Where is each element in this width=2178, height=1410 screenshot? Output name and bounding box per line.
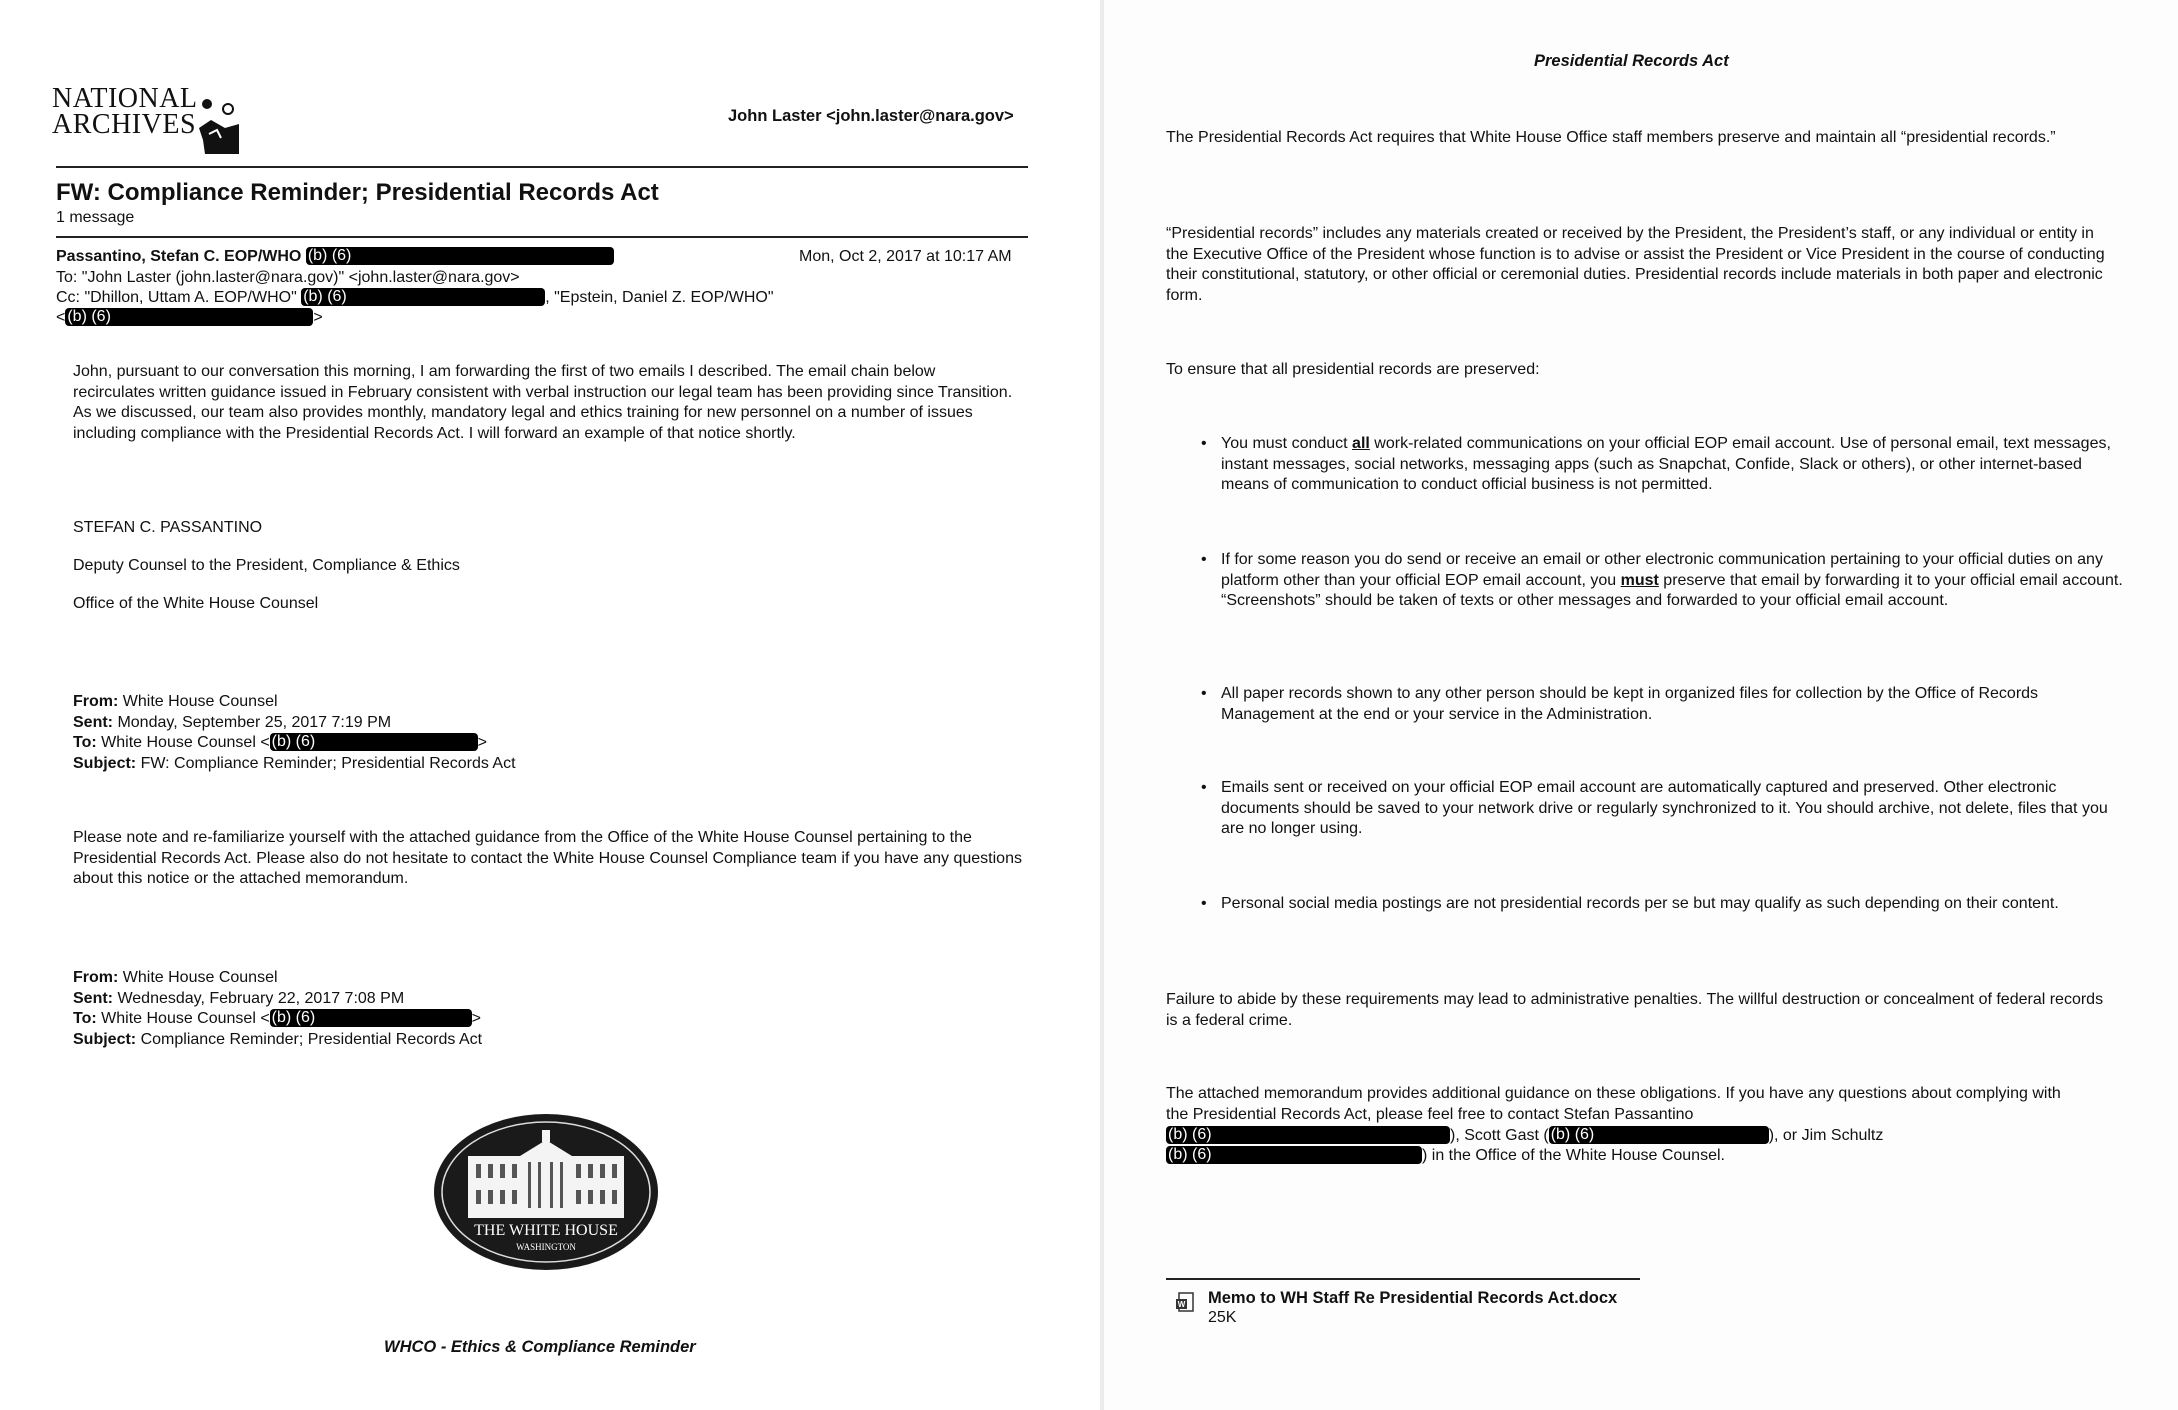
memo-paragraph-2: “Presidential records” includes any materials created or received by the President, the President’s staff, or any individual or entity in the Executive Office of the President whose function is to advise or assist the President or Vice President in the course of conducting their constitutional, statutory, or other official or ceremonial duties. Presidential records include materials in both paper and electronic form. [1166,225,2105,304]
bullet-text: Personal social media postings are not presidential records per se but may qualify as such depending on their content. [1221,895,2059,912]
bullet-text: Emails sent or received on your official EOP email account are automatically captured and preserved. Other electronic documents should be saved to your network drive or regularly synchronized to it. You should archive, not delete, files that you are no longer using. [1221,779,2108,837]
bullet-2 [1201,550,2133,612]
from-value: White House Counsel [122,969,278,986]
from-label: From: [73,969,119,986]
logo-line-2: ARCHIVES [52,109,197,140]
contact-text: ), Scott Gast ( [1450,1127,1549,1144]
cc-line-2 [56,308,323,329]
contact-text: ) in the Office of the White House Counsel. [1422,1147,1725,1164]
bullet-dot-icon: • [1201,435,1207,452]
contact-text: ), or Jim Schultz [1768,1127,1884,1144]
contact-line-1 [1166,1126,1883,1147]
to-line: To: "John Laster (john.laster@nara.gov)" <john.laster@nara.gov> [56,269,520,286]
sent-value: Wednesday, February 22, 2017 7:08 PM [117,989,405,1007]
seal-text: THE WHITE HOUSE [474,1222,618,1239]
bullet-dot-icon: • [1201,779,1207,796]
to-value: White House Counsel < [101,1010,270,1027]
redaction-box: (b) (6) [1549,1126,1769,1144]
bullet-5 [1201,894,2101,915]
attachment-name[interactable]: Memo to WH Staff Re Presidential Records Act.docx [1208,1289,1618,1307]
memo-paragraph-1: The Presidential Records Act requires that White House Office staff members preserve and maintain all “presidential records.” [1166,129,2056,146]
bracket: < [56,309,66,326]
email-subject: FW: Compliance Reminder; Presidential Records Act [56,179,659,206]
bullet-text: work-related communications on your official EOP email account. Use of personal email, text messages, instant messages, social networks, messaging apps (such as Snapchat, Confide, Slack or others), or other internet-based means of communication to conduct official business is not permitted. [1221,435,2111,493]
redaction-box: (b) (6) [1166,1146,1422,1164]
memo-paragraph-5: The attached memorandum provides additional guidance on these obligations. If you have any questions about complying with the Presidential Records Act, please feel free to contact Stefan Passantino [1166,1085,2061,1123]
page-footer: WHCO - Ethics & Compliance Reminder [384,1338,696,1356]
redaction-box: (b) (6) [1166,1126,1450,1144]
bullet-text: preserve that email by forwarding it to your official email account. “Screenshots” should be taken of texts or other messages and forwarded to your official email account. [1221,571,2123,609]
word-document-icon [1176,1292,1198,1316]
signature-name: STEFAN C. PASSANTINO [73,519,263,536]
from-value: White House Counsel [122,693,278,710]
bullet-text: All paper records shown to any other person should be kept in organized files for collection by the Office of Records Management at the end or your service in the Administration. [1221,685,2039,723]
to-label: To: [73,1010,97,1027]
to-value: White House Counsel < [101,734,270,751]
attachment-divider [1166,1278,1640,1280]
white-house-seal [432,1112,660,1272]
redaction-box: (b) (6) [270,733,478,751]
recipient-header: John Laster <john.laster@nara.gov> [728,107,1014,125]
bullet-4 [1201,778,2121,840]
svg-text:W: W [1177,1300,1186,1309]
subject-divider [56,236,1028,238]
bracket: > [477,734,488,751]
email-body: John, pursuant to our conversation this morning, I am forwarding the first of two emails I described. The email chain below recirculates written guidance issued in February consistent with verbal instruction our legal team has been providing since Transition. As we discussed, our team also provides monthly, mandatory legal and ethics training for new personnel on a number of issues including compliance with the Presidential Records Act. I will forward an example of that notice shortly. [73,363,1013,442]
sender-name: Passantino, Stefan C. EOP/WHO [56,248,302,265]
sent-label: Sent: [73,989,113,1007]
forwarded-header-1 [73,692,516,774]
forwarded-header-2 [73,968,482,1050]
eagle-icon [195,94,243,158]
attachment-size: 25K [1208,1309,1237,1326]
bullet-text: If for some reason you do send or receive an email or other electronic communication pertaining to your official duties on any platform other than your official EOP email account, you [1221,551,2103,589]
memo-title: Presidential Records Act [1534,52,1729,70]
bullet-emphasis: all [1352,435,1370,452]
signature-title: Deputy Counsel to the President, Compliance & Ethics [73,557,460,574]
contact-line-2 [1166,1146,1725,1167]
message-count: 1 message [56,209,135,226]
redaction-box: (b) (6) [65,308,313,326]
sent-value: Monday, September 25, 2017 7:19 PM [117,713,392,731]
subject-label: Subject: [73,754,137,772]
cc-label: Cc: "Dhillon, Uttam A. EOP/WHO" [56,289,297,306]
bullet-dot-icon: • [1201,895,1207,912]
subject-value: FW: Compliance Reminder; Presidential Records Act [140,754,516,772]
subject-label: Subject: [73,1030,137,1048]
bracket: > [313,309,323,326]
cc-more: , "Epstein, Daniel Z. EOP/WHO" [545,289,774,306]
bracket: > [471,1010,482,1027]
cc-line [56,288,774,309]
bullet-emphasis: must [1620,571,1659,589]
forwarded-body-1: Please note and re-familiarize yourself with the attached guidance from the Office of the White House Counsel pertaining to the Presidential Records Act. Please also do not hesitate to contact the White House Counsel Compliance team if you have any questions about this notice or the attached memorandum. [73,829,1022,887]
seal-subtext: WASHINGTON [516,1242,576,1252]
national-archives-logo [52,83,198,140]
header-divider [56,166,1028,168]
redaction-box: (b) (6) [306,247,614,265]
logo-line-1: NATIONAL [52,83,198,114]
sender-line [56,247,614,268]
memo-page [1104,0,2178,1410]
memo-paragraph-3: To ensure that all presidential records are preserved: [1166,361,1540,378]
to-label: To: [73,734,97,751]
bullet-dot-icon: • [1201,685,1207,702]
email-date: Mon, Oct 2, 2017 at 10:17 AM [799,248,1012,265]
bullet-text: You must conduct [1221,435,1353,452]
subject-value: Compliance Reminder; Presidential Records Act [140,1030,483,1048]
bullet-1 [1201,434,2121,496]
sent-label: Sent: [73,713,113,731]
signature-office: Office of the White House Counsel [73,595,319,612]
memo-paragraph-4: Failure to abide by these requirements may lead to administrative penalties. The willful destruction or concealment of federal records is a federal crime. [1166,991,2104,1029]
redaction-box: (b) (6) [270,1009,472,1027]
from-label: From: [73,693,119,710]
bullet-dot-icon: • [1201,551,1207,568]
bullet-3 [1201,684,2101,725]
redaction-box: (b) (6) [301,288,545,306]
